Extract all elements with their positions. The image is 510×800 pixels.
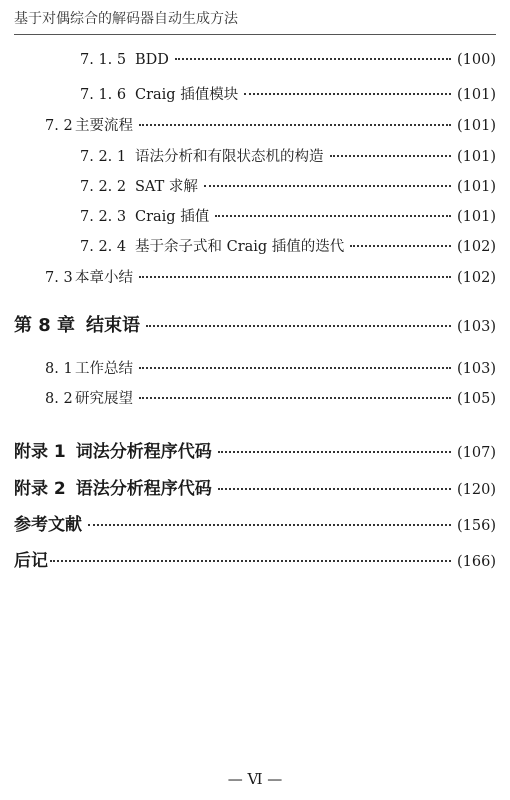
toc-page: (103) bbox=[457, 361, 496, 377]
toc-title: Craig 插值模块 bbox=[135, 87, 239, 103]
toc-title: 主要流程 bbox=[75, 118, 133, 134]
toc-page: (101) bbox=[457, 209, 496, 225]
toc-entry[interactable] bbox=[0, 114, 496, 135]
dot-leader bbox=[175, 57, 451, 60]
toc-entry[interactable] bbox=[0, 387, 496, 408]
running-header: 基于对偶综合的解码器自动生成方法 bbox=[14, 11, 238, 27]
toc-entry[interactable] bbox=[0, 145, 496, 166]
toc-references-entry[interactable] bbox=[0, 510, 496, 535]
toc-page: (102) bbox=[457, 239, 496, 255]
toc-appendix-title: 词法分析程序代码 bbox=[75, 442, 212, 462]
toc-title: 研究展望 bbox=[75, 391, 133, 407]
dot-leader bbox=[218, 487, 451, 490]
toc-entry[interactable] bbox=[0, 266, 496, 287]
toc-page: (101) bbox=[457, 179, 496, 195]
dot-leader bbox=[350, 244, 451, 247]
toc-page: (101) bbox=[457, 118, 496, 134]
toc-appendix-title: 语法分析程序代码 bbox=[75, 479, 212, 499]
toc-number: 7. 2. 4 bbox=[80, 239, 127, 255]
dot-leader bbox=[50, 559, 451, 562]
toc-chapter-title: 结束语 bbox=[86, 315, 140, 336]
toc-page: (107) bbox=[457, 445, 496, 461]
toc-appendix-number: 附录 1 bbox=[14, 442, 66, 462]
toc-page: (166) bbox=[457, 554, 496, 570]
page-number: — Ⅵ — bbox=[227, 770, 283, 788]
dot-leader bbox=[88, 523, 451, 526]
dot-leader bbox=[146, 324, 451, 327]
toc-entry[interactable] bbox=[0, 83, 496, 104]
header-rule bbox=[14, 34, 496, 35]
toc-chapter-number: 第 8 章 bbox=[14, 315, 76, 336]
dot-leader bbox=[215, 214, 451, 217]
dot-leader bbox=[139, 123, 451, 126]
toc-postscript-entry[interactable] bbox=[0, 546, 496, 571]
toc-entry[interactable] bbox=[0, 357, 496, 378]
toc-page: (101) bbox=[457, 149, 496, 165]
toc-number: 7. 3 bbox=[45, 270, 73, 286]
toc-title: SAT 求解 bbox=[135, 179, 198, 195]
toc-number: 7. 1. 5 bbox=[80, 52, 127, 68]
toc-page: (156) bbox=[457, 518, 496, 534]
toc-page: (102) bbox=[457, 270, 496, 286]
toc-entry[interactable] bbox=[0, 235, 496, 256]
toc-title: 语法分析和有限状态机的构造 bbox=[135, 149, 324, 165]
toc-number: 7. 2. 2 bbox=[80, 179, 127, 195]
toc-number: 7. 2. 3 bbox=[80, 209, 127, 225]
toc-number: 8. 1 bbox=[45, 361, 73, 377]
toc-title: BDD bbox=[135, 52, 169, 68]
dot-leader bbox=[204, 184, 451, 187]
toc-page: (100) bbox=[457, 52, 496, 68]
toc-number: 8. 2 bbox=[45, 391, 73, 407]
toc-entry[interactable] bbox=[0, 52, 496, 68]
dot-leader bbox=[330, 154, 452, 157]
dot-leader bbox=[244, 92, 451, 95]
toc-page: (120) bbox=[457, 482, 496, 498]
toc-references-title: 参考文献 bbox=[14, 515, 82, 535]
toc-appendix-entry[interactable] bbox=[0, 474, 496, 499]
dot-leader bbox=[139, 396, 451, 399]
toc-page: (105) bbox=[457, 391, 496, 407]
toc-entry[interactable] bbox=[0, 175, 496, 196]
toc-entry[interactable] bbox=[0, 205, 496, 226]
toc-title: 基于余子式和 Craig 插值的迭代 bbox=[135, 239, 345, 255]
toc-title: 工作总结 bbox=[75, 361, 133, 377]
toc-page: (103) bbox=[457, 319, 496, 335]
toc-appendix-number: 附录 2 bbox=[14, 479, 66, 499]
toc-number: 7. 2. 1 bbox=[80, 149, 127, 165]
dot-leader bbox=[139, 275, 451, 278]
toc-page: (101) bbox=[457, 87, 496, 103]
toc-number: 7. 1. 6 bbox=[80, 87, 127, 103]
dot-leader bbox=[218, 450, 451, 453]
toc-title: 本章小结 bbox=[75, 270, 133, 286]
toc-appendix-entry[interactable] bbox=[0, 437, 496, 462]
toc-postscript-title: 后记 bbox=[14, 551, 48, 571]
toc-title: Craig 插值 bbox=[135, 209, 210, 225]
toc-chapter-entry[interactable] bbox=[0, 311, 496, 337]
toc-number: 7. 2 bbox=[45, 118, 73, 134]
dot-leader bbox=[139, 366, 451, 369]
